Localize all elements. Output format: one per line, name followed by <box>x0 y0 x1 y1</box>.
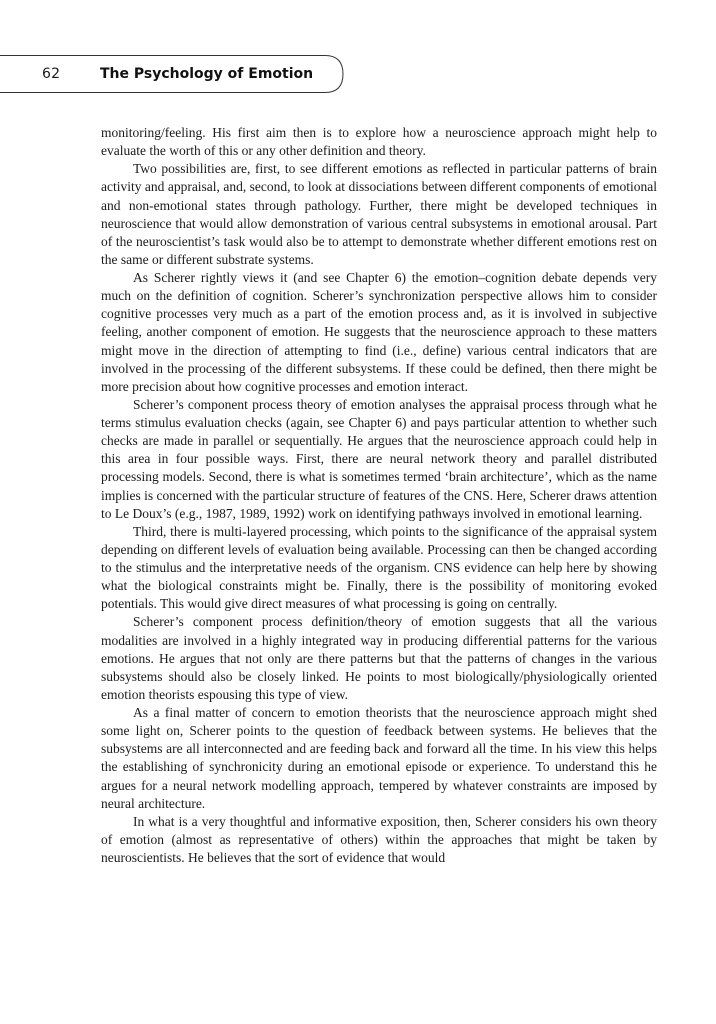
paragraph: In what is a very thoughtful and informative exposition, then, Scherer considers his own theory of emotion (almost as representative of others) within the approaches that might be taken by neuroscientists. He believes that the sort of evidence that would <box>101 813 657 865</box>
running-title: The Psychology of Emotion <box>100 66 314 82</box>
paragraph: Scherer’s component process theory of emotion analyses the appraisal process through what he terms stimulus evaluation checks (again, see Chapter 6) and pays particular attention to whether such checks are made in parallel or sequentially. He argues that the neuroscience approach could help in this area in four possible ways. First, there are neural network theory and parallel distributed processing models. Second, there is what is sometimes termed ‘brain architecture’, which as the name implies is concerned with the particular structure of features of the CNS. Here, Scherer draws attention to Le Doux’s (e.g., 1987, 1989, 1992) work on identifying pathways involved in emotional learning. <box>101 396 657 521</box>
running-header <box>0 55 345 93</box>
page-number: 62 <box>42 66 61 82</box>
paragraph: monitoring/feeling. His first aim then is to explore how a neuroscience approach might help to evaluate the worth of this or any other definition and theory. <box>101 125 657 159</box>
paragraph: Two possibilities are, first, to see different emotions as reflected in particular patterns of brain activity and appraisal, and, second, to look at dissociations between different components of emotional and non-emotional states through pathology. Further, there might be developed techniques in neuroscience that would allow demonstration of various central subsystems in emotional arousal. Part of the neuroscientist’s task would also be to attempt to demonstrate whether different emotions rest on the same or different substrate systems. <box>101 161 657 267</box>
paragraph: Third, there is multi-layered processing, which points to the significance of the appraisal system depending on different levels of evaluation being available. Processing can then be changed according to the stimulus and the interpretative needs of the organism. CNS evidence can help here by showing what the biological constraints might be. Finally, there is the possibility of monitoring evoked potentials. This would give direct measures of what processing is going on centrally. <box>101 523 657 612</box>
paragraph: As a final matter of concern to emotion theorists that the neuroscience approach might shed some light on, Scherer points to the question of feedback between systems. He believes that the subsystems are all interconnected and are feeding back and forward all the time. In his view this helps the establishing of synchronicity during an emotional episode or experience. To understand this he argues for a neural network modelling approach, tempered by whatever constraints are imposed by neural architecture. <box>101 705 657 811</box>
paragraph: Scherer’s component process definition/theory of emotion suggests that all the various modalities are involved in a highly integrated way in producing differential patterns for the various emotions. He argues that not only are there patterns but that the patterns of changes in the various subsystems should also be closely linked. He points to most biologically/physiologically oriented emotion theorists espousing this type of view. <box>101 614 657 702</box>
body-text <box>101 124 657 867</box>
paragraph: As Scherer rightly views it (and see Chapter 6) the emotion–cognition debate depends very much on the definition of cognition. Scherer’s synchronization perspective allows him to consider cognitive processes very much as a part of the emotion process and, as it is involved in subjective feeling, another component of emotion. He suggests that the neuroscience approach to these matters might move in the direction of attempting to find (i.e., define) various central indicators that are involved in the processing of the different subsystems. If these could be defined, then there might be more precision about how cognitive processes and emotion interact. <box>101 270 657 394</box>
